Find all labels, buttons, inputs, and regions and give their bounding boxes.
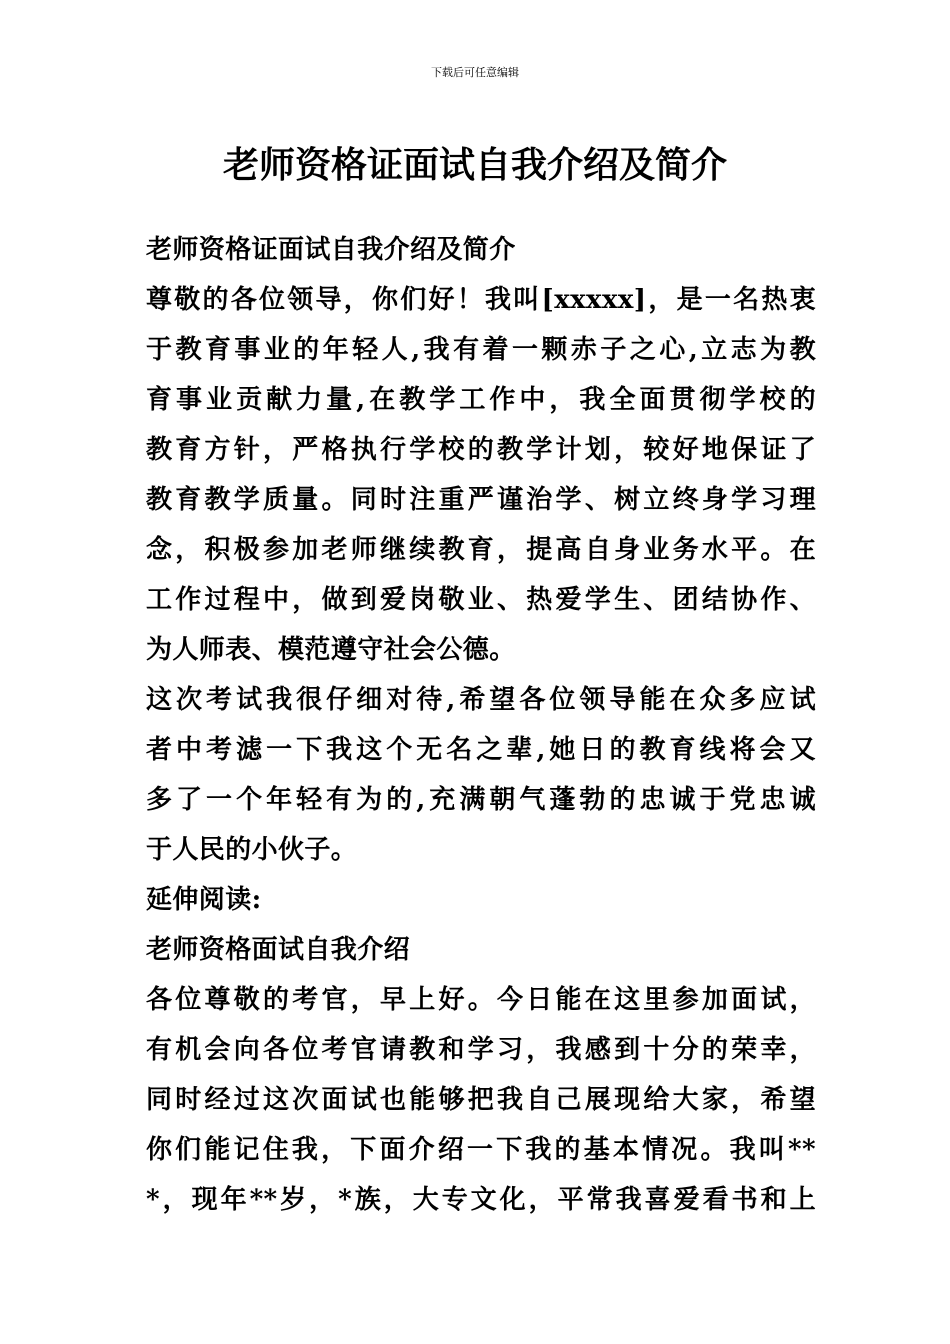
text-line: 同时经过这次面试也能够把我自己展现给大家，希望 bbox=[146, 1085, 816, 1115]
page-header: 下载后可任意编辑 bbox=[431, 66, 519, 79]
text-line: 老师资格证面试自我介绍及简介 bbox=[146, 235, 516, 265]
document-title: 老师资格证面试自我介绍及简介 bbox=[222, 144, 727, 186]
text-line: 各位尊敬的考官，早上好。今日能在这里参加面试， bbox=[146, 985, 816, 1015]
text-line: 这次考试我很仔细对待,希望各位领导能在众多应试 bbox=[146, 685, 816, 715]
text-line: 教育方针，严格执行学校的教学计划，较好地保证了 bbox=[146, 435, 816, 465]
text-line: 于教育事业的年轻人,我有着一颗赤子之心,立志为教 bbox=[146, 335, 816, 365]
text-line: 老师资格面试自我介绍 bbox=[146, 935, 411, 965]
text-line: 念，积极参加老师继续教育，提高自身业务水平。在 bbox=[146, 535, 816, 565]
text-line: 者中考滤一下我这个无名之辈,她日的教育线将会又 bbox=[146, 735, 816, 765]
text-line: 于人民的小伙子。 bbox=[146, 835, 358, 865]
text-line: 延伸阅读: bbox=[146, 885, 262, 915]
text-line: *，现年**岁，*族，大专文化，平常我喜爱看书和上 bbox=[146, 1185, 816, 1215]
text-line: 你们能记住我，下面介绍一下我的基本情况。我叫** bbox=[146, 1135, 816, 1165]
text-line: 多了一个年轻有为的,充满朝气蓬勃的忠诚于党忠诚 bbox=[146, 785, 816, 815]
text-line: 育事业贡献力量,在教学工作中，我全面贯彻学校的 bbox=[146, 385, 816, 415]
text-line: 有机会向各位考官请教和学习，我感到十分的荣幸， bbox=[146, 1035, 816, 1065]
text-line: 工作过程中，做到爱岗敬业、热爱学生、团结协作、 bbox=[146, 585, 816, 615]
text-line: 为人师表、模范遵守社会公德。 bbox=[146, 635, 516, 665]
text-line: 尊敬的各位领导，你们好！我叫[xxxxx]，是一名热衷 bbox=[146, 285, 816, 315]
text-line: 教育教学质量。同时注重严谨治学、树立终身学习理 bbox=[146, 485, 816, 515]
document-body bbox=[146, 225, 816, 1225]
